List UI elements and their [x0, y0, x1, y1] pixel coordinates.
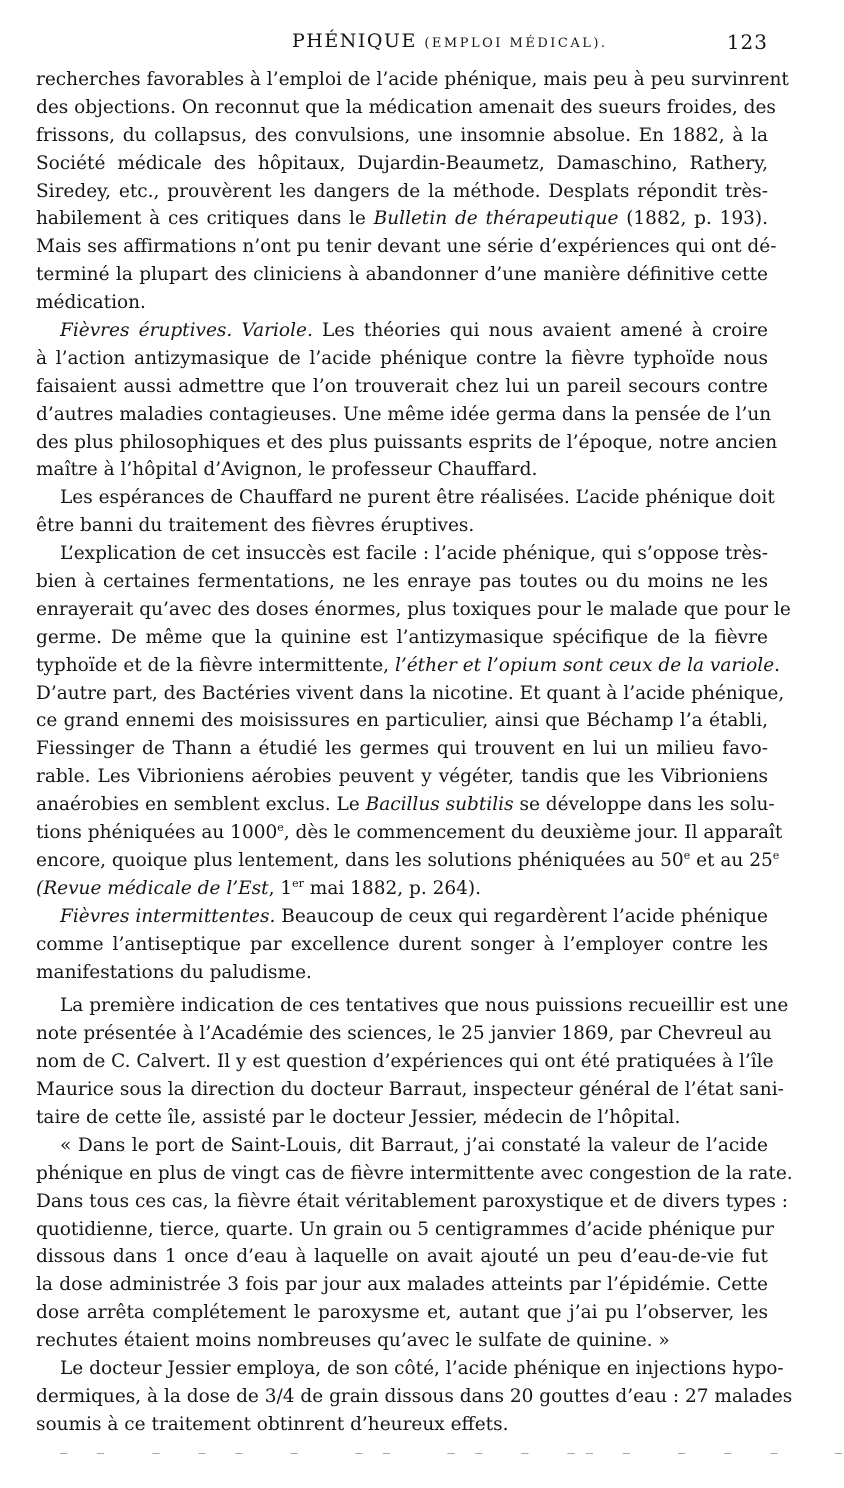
superscript: er — [292, 876, 304, 890]
text-line — [36, 624, 768, 652]
text-segment: phénique en plus de vingt cas de fièvre intermittente avec congestion de la rate. — [36, 1162, 793, 1184]
text-segment: typhoïde et de la fièvre intermittente, — [36, 654, 395, 676]
text-line — [36, 94, 776, 122]
text-segment: faisaient aussi admettre que l’on trouverait chez lui un pareil secours contre — [36, 375, 768, 397]
text-segment: enrayerait qu’avec des doses énormes, plus toxiques pour le malade que pour le — [36, 598, 791, 620]
text-line — [36, 875, 768, 903]
text-line — [36, 1383, 793, 1411]
text-line — [36, 205, 768, 233]
italic-text: Fièvres éruptives. Variole. — [60, 320, 313, 342]
text-segment: dissous dans 1 once d’eau à laquelle on avait ajouté un peu d’eau-de-vie fut — [36, 1246, 768, 1268]
text-line — [36, 1355, 784, 1383]
text-line — [36, 931, 768, 959]
text-segment: d’autres maladies contagieuses. Une même idée germa dans la pensée de l’un — [36, 403, 772, 425]
text-segment: note présentée à l’Académie des sciences, le 25 janvier 1869, par Chevreul au — [36, 1023, 772, 1045]
text-line — [36, 959, 768, 987]
italic-text: Fièvres intermittentes. — [60, 905, 276, 927]
text-segment: rable. Les Vibrioniens aérobies peuvent y végéter, tandis que les Vibrioniens — [36, 766, 768, 788]
italic-text: (Revue médicale de l’Est — [36, 877, 269, 899]
text-segment: Fiessinger de Thann a étudié les germes qui trouvent en lui un milieu favo- — [36, 738, 768, 760]
text-line — [36, 1132, 768, 1160]
page-number: 123 — [726, 30, 768, 54]
text-segment: la dose administrée 3 fois par jour aux malades atteints par l’épidémie. Cette — [36, 1274, 768, 1296]
text-segment: bien à certaines fermentations, ne les enraye pas toutes ou du moins ne les — [36, 571, 768, 593]
text-segment: Siredey, etc., prouvèrent les dangers de la méthode. Desplats répondit très- — [36, 180, 768, 202]
text-segment: se développe dans les solu- — [513, 794, 775, 816]
text-line — [36, 429, 778, 457]
text-segment: , 1 — [268, 877, 293, 899]
text-segment: germe. De même que la quinine est l’antizymasique spécifique de la fièvre — [36, 626, 768, 648]
text-segment: Mais ses affirmations n’ont pu tenir devant une série d’expériences qui ont dé- — [36, 236, 777, 258]
text-line — [36, 512, 768, 540]
text-line — [36, 122, 768, 150]
superscript: e — [277, 820, 284, 834]
running-header — [36, 30, 768, 62]
text-line — [36, 289, 768, 317]
text-line — [36, 1188, 789, 1216]
text-segment: recherches favorables à l’emploi de l’acide phénique, mais peu à peu survinrent — [36, 69, 789, 90]
text-segment: dermiques, à la dose de 3/4 de grain dissous dans 20 gouttes d’eau : 27 malades — [36, 1385, 793, 1407]
text-segment: D’autre part, des Bactéries vivent dans la nicotine. Et quant à l’acide phénique, — [36, 682, 785, 704]
text-line — [36, 1076, 784, 1104]
text-segment: rechutes étaient moins nombreuses qu’avec le sulfate de quinine. » — [36, 1330, 670, 1352]
italic-text: Bacillus subtilis — [365, 794, 514, 816]
text-segment: , dès le commencement du deuxième jour. Il apparaît — [283, 822, 783, 844]
text-line — [36, 261, 768, 289]
text-line — [36, 150, 768, 178]
text-segment: (1882, p. 193). — [618, 208, 769, 230]
text-line — [36, 1411, 768, 1439]
text-line — [36, 1271, 768, 1299]
text-line — [36, 401, 772, 429]
text-segment: Le docteur Jessier employa, de son côté, l’acide phénique en injections hypo- — [60, 1357, 784, 1379]
text-segment: encore, quoique plus lentement, dans les solutions phéniquées au 50 — [36, 849, 684, 871]
text-segment: Les théories qui nous avaient amené à croire — [312, 320, 768, 342]
superscript: e — [772, 848, 780, 862]
text-segment: des objections. On reconnut que la médication amenait des sueurs froides, des — [36, 96, 776, 118]
text-line — [36, 680, 785, 708]
text-segment: mai 1882, p. 264). — [303, 877, 482, 899]
text-segment: anaérobies en semblent exclus. Le — [36, 794, 366, 816]
text-segment: La première indication de ces tentatives que nous puissions recueillir est une — [60, 995, 789, 1017]
text-line — [36, 484, 775, 512]
text-line — [36, 1299, 768, 1327]
text-line — [36, 903, 768, 931]
text-segment: taire de cette île, assisté par le docteur Jessier, médecin de l’hôpital. — [36, 1106, 681, 1128]
text-segment: médication. — [36, 292, 146, 314]
text-line — [36, 66, 789, 94]
text-segment: comme l’antiseptique par excellence durent songer à l’employer contre les — [36, 933, 768, 955]
text-line — [36, 791, 775, 819]
bottom-scan-marks: – – – – – – – – – – – – – – – – – – — [60, 1446, 844, 1460]
text-segment: dose arrêta complétement le paroxysme et, autant que j’ai pu l’observer, les — [36, 1302, 768, 1324]
text-segment: Société médicale des hôpitaux, Dujardin-Beaumetz, Damaschino, Rathery, — [36, 152, 768, 174]
text-segment: des plus philosophiques et des plus puissants esprits de l’époque, notre ancien — [36, 431, 778, 453]
text-line — [36, 345, 768, 373]
text-segment: manifestations du paludisme. — [36, 961, 312, 983]
italic-text: l’éther et l’opium sont ceux de la variole. — [394, 654, 781, 676]
text-segment: Dans tous ces cas, la fièvre était véritablement paroxystique et de divers types : — [36, 1190, 789, 1212]
text-segment: Les espérances de Chauffard ne purent être réalisées. L’acide phénique doit — [60, 487, 775, 509]
text-line — [36, 1020, 772, 1048]
text-segment: habilement à ces critiques dans le — [36, 208, 374, 230]
text-line — [36, 373, 768, 401]
text-segment: frissons, du collapsus, des convulsions, une insomnie absolue. En 1882, à la — [36, 124, 768, 146]
text-line — [36, 763, 768, 791]
text-line — [36, 992, 789, 1020]
text-line — [36, 1104, 768, 1132]
running-title-main: PHÉNIQUE — [292, 30, 417, 52]
text-segment: terminé la plupart des cliniciens à abandonner d’une manière définitive cette — [36, 264, 768, 286]
text-line — [36, 1216, 775, 1244]
text-line — [36, 819, 783, 847]
text-segment: « Dans le port de Saint-Louis, dit Barraut, j’ai constaté la valeur de l’acide — [60, 1134, 768, 1156]
body-text — [36, 66, 793, 1439]
text-line — [36, 233, 777, 261]
text-line — [36, 568, 768, 596]
running-title — [292, 30, 608, 52]
text-segment: Maurice sous la direction du docteur Barraut, inspecteur général de l’état sani- — [36, 1079, 784, 1101]
text-line — [36, 735, 768, 763]
text-line — [36, 847, 780, 875]
text-line — [36, 1048, 774, 1076]
text-segment: et au 25 — [690, 849, 773, 871]
text-line — [36, 540, 768, 568]
text-segment: Beaucoup de ceux qui regardèrent l’acide phénique — [275, 905, 769, 927]
text-line — [36, 1243, 768, 1271]
text-segment: nom de C. Calvert. Il y est question d’expériences qui ont été pratiquées à l’île — [36, 1051, 774, 1073]
text-segment: à l’action antizymasique de l’acide phénique contre la fièvre typhoïde nous — [36, 347, 768, 369]
text-line — [36, 707, 768, 735]
text-line — [36, 596, 791, 624]
text-line — [36, 456, 768, 484]
text-segment: ce grand ennemi des moisissures en particulier, ainsi que Béchamp l’a établi, — [36, 710, 768, 732]
superscript: e — [683, 848, 691, 862]
text-line — [36, 1327, 768, 1355]
text-segment: quotidienne, tierce, quarte. Un grain ou 5 centigrammes d’acide phénique pur — [36, 1218, 775, 1240]
text-line — [36, 178, 768, 206]
text-segment: tions phéniquées au 1000 — [36, 822, 278, 844]
text-line — [36, 317, 768, 345]
text-line — [36, 1160, 793, 1188]
text-segment: maître à l’hôpital d’Avignon, le professeur Chauffard. — [36, 459, 538, 481]
running-title-sub: (EMPLOI MÉDICAL). — [424, 36, 608, 51]
text-segment: être banni du traitement des fièvres éruptives. — [36, 515, 475, 537]
italic-text: Bulletin de thérapeutique — [373, 208, 619, 230]
text-line — [36, 652, 781, 680]
text-segment: soumis à ce traitement obtinrent d’heureux effets. — [36, 1413, 509, 1435]
text-segment: L’explication de cet insuccès est facile : l’acide phénique, qui s’oppose très- — [60, 543, 768, 565]
